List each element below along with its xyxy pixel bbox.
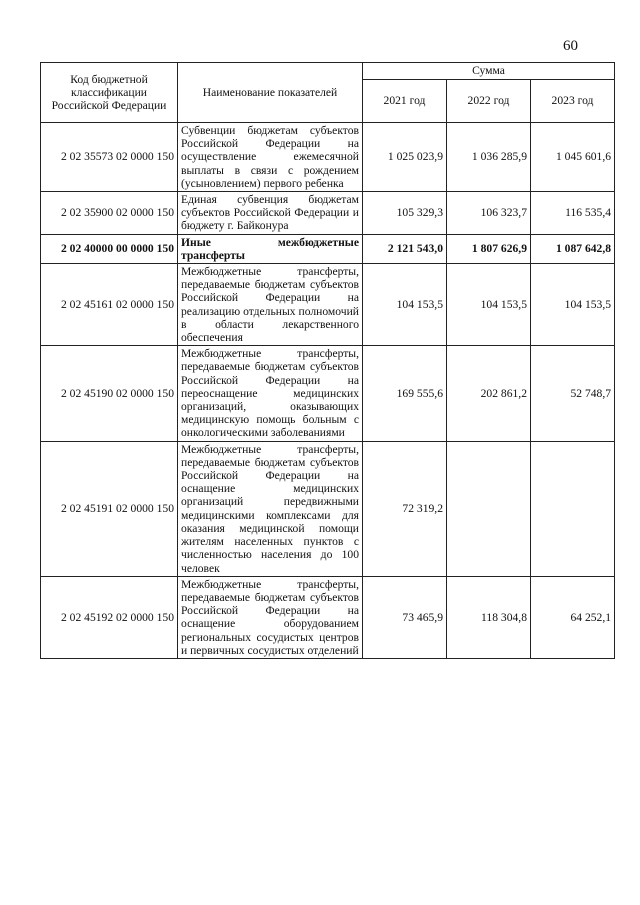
row-value-2022: 1 036 285,9 <box>447 123 531 192</box>
row-value-2022: 104 153,5 <box>447 264 531 346</box>
header-name: Наименование показателей <box>178 63 363 123</box>
row-code: 2 02 40000 00 0000 150 <box>41 234 178 263</box>
row-value-2022: 118 304,8 <box>447 576 531 658</box>
row-value-2021: 2 121 543,0 <box>363 234 447 263</box>
row-value-2021: 104 153,5 <box>363 264 447 346</box>
row-code: 2 02 35573 02 0000 150 <box>41 123 178 192</box>
header-code: Код бюджетной классификации Российской Федерации <box>41 63 178 123</box>
row-code: 2 02 35900 02 0000 150 <box>41 192 178 235</box>
header-year-2023: 2023 год <box>531 80 615 123</box>
row-code: 2 02 45190 02 0000 150 <box>41 346 178 441</box>
row-name: Иные межбюджетные трансферты <box>178 234 363 263</box>
row-value-2022: 202 861,2 <box>447 346 531 441</box>
table-row <box>41 346 615 441</box>
row-value-2021: 73 465,9 <box>363 576 447 658</box>
table-row <box>41 264 615 346</box>
row-value-2023: 1 087 642,8 <box>531 234 615 263</box>
header-year-2022: 2022 год <box>447 80 531 123</box>
row-code: 2 02 45161 02 0000 150 <box>41 264 178 346</box>
row-value-2023: 116 535,4 <box>531 192 615 235</box>
row-value-2023: 52 748,7 <box>531 346 615 441</box>
table-row <box>41 123 615 192</box>
table-row-total <box>41 234 615 263</box>
row-value-2023: 104 153,5 <box>531 264 615 346</box>
table-row <box>41 441 615 576</box>
page-number: 60 <box>563 38 578 54</box>
row-value-2022: 1 807 626,9 <box>447 234 531 263</box>
table-row <box>41 576 615 658</box>
row-name: Единая субвенция бюджетам субъектов Российской Федерации и бюджету г. Байконура <box>178 192 363 235</box>
row-value-2023: 1 045 601,6 <box>531 123 615 192</box>
row-code: 2 02 45192 02 0000 150 <box>41 576 178 658</box>
row-value-2021: 1 025 023,9 <box>363 123 447 192</box>
row-value-2023 <box>531 441 615 576</box>
row-name: Межбюджетные трансферты, передаваемые бюджетам субъектов Российской Федерации на оснащение оборудованием региональных сосудистых центров и первичных сосудистых отделений <box>178 576 363 658</box>
header-year-2021: 2021 год <box>363 80 447 123</box>
row-code: 2 02 45191 02 0000 150 <box>41 441 178 576</box>
row-value-2022 <box>447 441 531 576</box>
row-name: Межбюджетные трансферты, передаваемые бюджетам субъектов Российской Федерации на оснащение медицинских организаций передвижными медицинскими комплексами для оказания медицинской помощи жителям населенных пунктов с численностью населения до 100 человек <box>178 441 363 576</box>
row-value-2021: 169 555,6 <box>363 346 447 441</box>
row-value-2021: 105 329,3 <box>363 192 447 235</box>
row-value-2023: 64 252,1 <box>531 576 615 658</box>
row-name: Межбюджетные трансферты, передаваемые бюджетам субъектов Российской Федерации на реализацию отдельных полномочий в области лекарственного обеспечения <box>178 264 363 346</box>
row-name: Межбюджетные трансферты, передаваемые бюджетам субъектов Российской Федерации на переоснащение медицинских организаций, оказывающих медицинскую помощь больным с онкологическими заболеваниями <box>178 346 363 441</box>
row-value-2021: 72 319,2 <box>363 441 447 576</box>
row-value-2022: 106 323,7 <box>447 192 531 235</box>
header-sum: Сумма <box>363 63 615 80</box>
row-name: Субвенции бюджетам субъектов Российской Федерации на осуществление ежемесячной выплаты в связи с рождением (усыновлением) первого ребенка <box>178 123 363 192</box>
table-row <box>41 192 615 235</box>
budget-table <box>40 62 615 659</box>
